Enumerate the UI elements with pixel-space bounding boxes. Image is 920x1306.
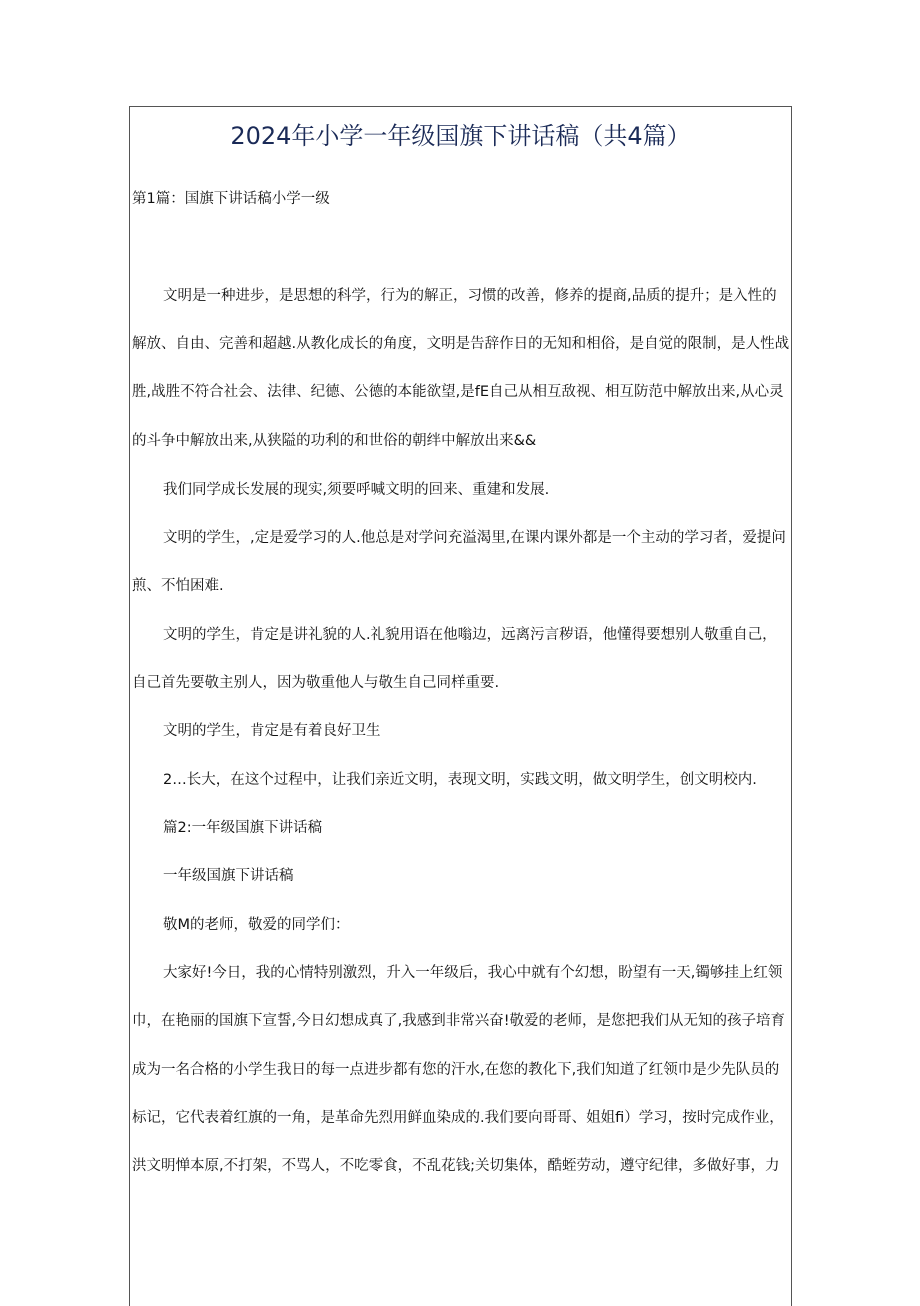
paragraph-line: 标记，它代表着红旗的一角，是革命先烈用鲜血染成的.我们要向哥哥、姐姐fi）学习，按时完成作业，	[132, 1110, 784, 1126]
paragraph-line: 文明的学生，,定是爱学习的人.他总是对学问充溢渴里,在课内课外都是一个主动的学习者，爱提问	[163, 530, 786, 546]
paragraph-line: 解放、自由、完善和超越.从教化成长的角度，文明是告辞作日的无知和相俗，是自觉的限制，是人性战	[132, 336, 790, 352]
section-heading: 第1篇：国旗下讲话稿小学一级	[132, 191, 330, 207]
paragraph-line: 洪文明惮本原,不打架，不骂人，不吃零食，不乱花钱;关切集体，酷蛭劳动，遵守纪律，多做好事，力	[132, 1158, 780, 1174]
section-heading: 篇2:一年级国旗下讲话稿	[163, 820, 323, 836]
paragraph-line: 胜,战胜不符合社会、法律、纪德、公德的本能欲望,是fE自己从相互敌视、相互防范中解放出来,从心灵	[132, 384, 784, 400]
paragraph-line: 文明的学生，肯定是有着良好卫生	[163, 723, 381, 739]
paragraph-line: 文明的学生，肯定是讲礼貌的人.礼貌用语在他嗡边，远离污言秽语，他懂得要想别人敬重自己，	[163, 627, 777, 643]
paragraph-line: 2…长大，在这个过程中，让我们亲近文明，表现文明，实践文明，做文明学生，创文明校内.	[163, 772, 757, 788]
paragraph-line: 的斗争中解放出来,从狭隘的功利的和世俗的朝绊中解放出来&&	[132, 433, 537, 449]
paragraph-line: 成为一名合格的小学生我日的每一点进步都有您的汗水,在您的教化下,我们知道了红领巾是少先队员的	[132, 1062, 780, 1078]
paragraph-line: 我们同学成长发展的现实,须要呼喊文明的回来、重建和发展.	[163, 482, 550, 498]
paragraph-line: 文明是一种进步，是思想的科学，行为的解正，习惯的改善，修养的提商,品质的提升；是入性的	[163, 288, 777, 304]
paragraph-line: 一年级国旗下讲话稿	[163, 868, 294, 884]
paragraph-line: 大家好!今日，我的心情特别激烈，升入一年级后，我心中就有个幻想，盼望有一天,镯够挂上红领	[163, 965, 783, 981]
paragraph-line: 自己首先要敬主别人，因为敬重他人与敬生自己同样重要.	[132, 675, 500, 691]
document-title: 2024年小学一年级国旗下讲话稿（共4篇）	[230, 122, 691, 150]
paragraph-line: 煎、不怕困难.	[132, 578, 224, 594]
paragraph-line: 敬M的老师，敬爱的同学们：	[163, 917, 350, 933]
paragraph-line: 巾，在艳丽的国旗下宣誓,今日幻想成真了,我感到非常兴奋!敬爱的老师，是您把我们从无知的孩子培育	[132, 1013, 786, 1029]
